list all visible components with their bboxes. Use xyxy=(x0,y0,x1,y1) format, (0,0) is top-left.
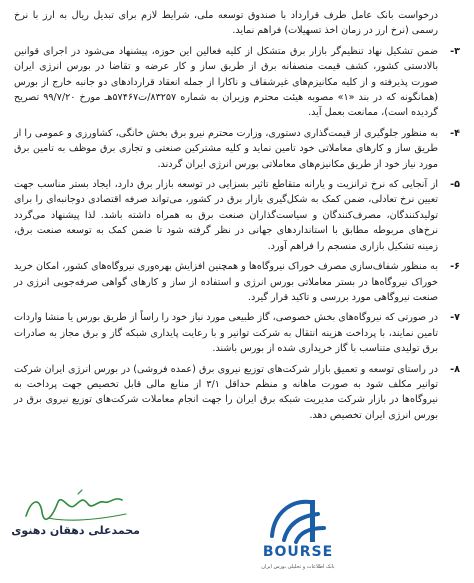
bourse-logo xyxy=(248,496,348,580)
handwritten-signature-icon xyxy=(18,488,138,528)
document-body xyxy=(14,8,460,423)
paragraph-text: از آنجایی که نرخ ترانزیت و یارانه متقاطع تاثیر بسزایی در توسعه بازار برق دارد، ایجاد بستر مناسب جهت تعیین نرخ تعادلی، ضمن کمک به شکل‌گیری بازار برق در کشور، می‌تواند صرفه اقتصادی دوجانبه‌ای را برای تولیدکنندگان، مصرف‌کنندگان و سیاست‌گذاران صنعت برق به همراه داشته باشد. لذا پیشنهاد می‌گردد نرخ‌های مربوطه مطابق با استانداردهای جهانی در نظر گرفته شود تا ضمن کمک به توسعه صنعت برق، زمینه تشکیل بازاری منسجم را فراهم آورد. xyxy=(14,179,438,252)
paragraph-6 xyxy=(14,259,460,305)
paragraph-number: -۷ xyxy=(450,312,460,324)
paragraph-continuation xyxy=(14,8,460,39)
paragraph-number: -۴ xyxy=(450,127,460,139)
paragraph-7 xyxy=(14,310,460,356)
paragraph-5 xyxy=(14,177,460,254)
paragraph-text: به منظور جلوگیری از قیمت‌گذاری دستوری، وزارت محترم نیرو برق بخش خانگی، کشاورزی و عمومی را از طریق ساز و کارهای معاملاتی خود تامین نماید و کلیه مشترکین صنعتی و تجاری برق موظف به تامین برق مورد نیاز خود از طریق مکانیزم‌های معاملاتی بورس انرژی ایران گردند. xyxy=(14,127,438,170)
paragraph-8 xyxy=(14,362,460,424)
paragraph-number: -۸ xyxy=(450,363,460,375)
paragraph-number: -۶ xyxy=(450,261,460,273)
paragraph-text: درخواست بانک عامل طرف قرارداد با صندوق توسعه ملی، شرایط لازم برای تبدیل ریال به ارز با نرخ رسمی (نرخ ارز در زمان اخذ تسهیلات) فراهم نماید. xyxy=(14,10,438,37)
paragraph-number: -۵ xyxy=(450,179,460,191)
paragraph-text: در صورتی که نیروگاه‌های بخش خصوصی، گاز طبیعی مورد نیاز خود را راساً از طریق بورس یا منشا واردات تامین نمایند، با پرداخت هزینه انتقال به شرکت توانیر و با رعایت پایداری شبکه گاز و برق مجاز به صادرات برق تولیدی متناسب با گاز خریداری شده از بورس باشند. xyxy=(14,312,438,355)
paragraph-text: در راستای توسعه و تعمیق بازار شرکت‌های توزیع نیروی برق (عمده فروشی) در بورس انرژی ایران شرکت توانیر مکلف شود به صورت ماهانه و منظم حداقل ۳/۱ از منابع مالی قابل تخصیص جهت پرداخت به نیروگاه‌ها در بازار شرکت مدیریت شبکه برق ایران را جهت انجام معاملات شرکت‌های توزیع نیروی برق در بورس انرژی ایران تخصیص دهد. xyxy=(14,363,438,421)
paragraph-3 xyxy=(14,44,460,121)
bourse-logo-icon xyxy=(266,496,330,546)
signature-block xyxy=(11,488,140,558)
paragraph-number: -۳ xyxy=(450,45,460,57)
logo-subtitle: بانک اطلاعات و تحلیلی بورس ایران xyxy=(261,564,335,570)
paragraph-text: به منظور شفاف‌سازی مصرف خوراک نیروگاه‌ها و همچنین افزایش بهره‌وری نیروگاه‌های کشور، امکان خرید خوراک نیروگاه‌ها در بستر معاملاتی بورس انرژی و استفاده از ساز و کارهای گواهی صرفه‌جویی انرژی در صنعت نیروگاهی مورد بررسی و تاکید قرار گیرد. xyxy=(14,261,438,303)
paragraph-4 xyxy=(14,126,460,172)
paragraph-text: ضمن تشکیل نهاد تنظیم‌گر بازار برق متشکل از کلیه فعالین این حوزه، پیشنهاد می‌شود در اجرای قوانین بالادستی کشور، کشف قیمت منصفانه برق از طریق ساز و کار عرضه و تقاضا در بورس انرژی ایران صورت پذیرفته و از کلیه مکانیزم‌های غیرشفاف و ناکارا از جمله انعقاد قراردادهای دو جانبه خارج از بورس (همانگونه که در بند «۱» مصوبه هیئت محترم وزیران به شماره ۸۳۲۵۷/ت۵۷۴۶۷هـ مورخ ۹۹/۷/۲۰ تصریح گردیده است)، ممانعت بعمل آید. xyxy=(14,45,438,119)
logo-wordmark: BOURSE xyxy=(262,544,334,560)
signer-name: محمدعلی دهقان دهنوی xyxy=(11,524,140,537)
